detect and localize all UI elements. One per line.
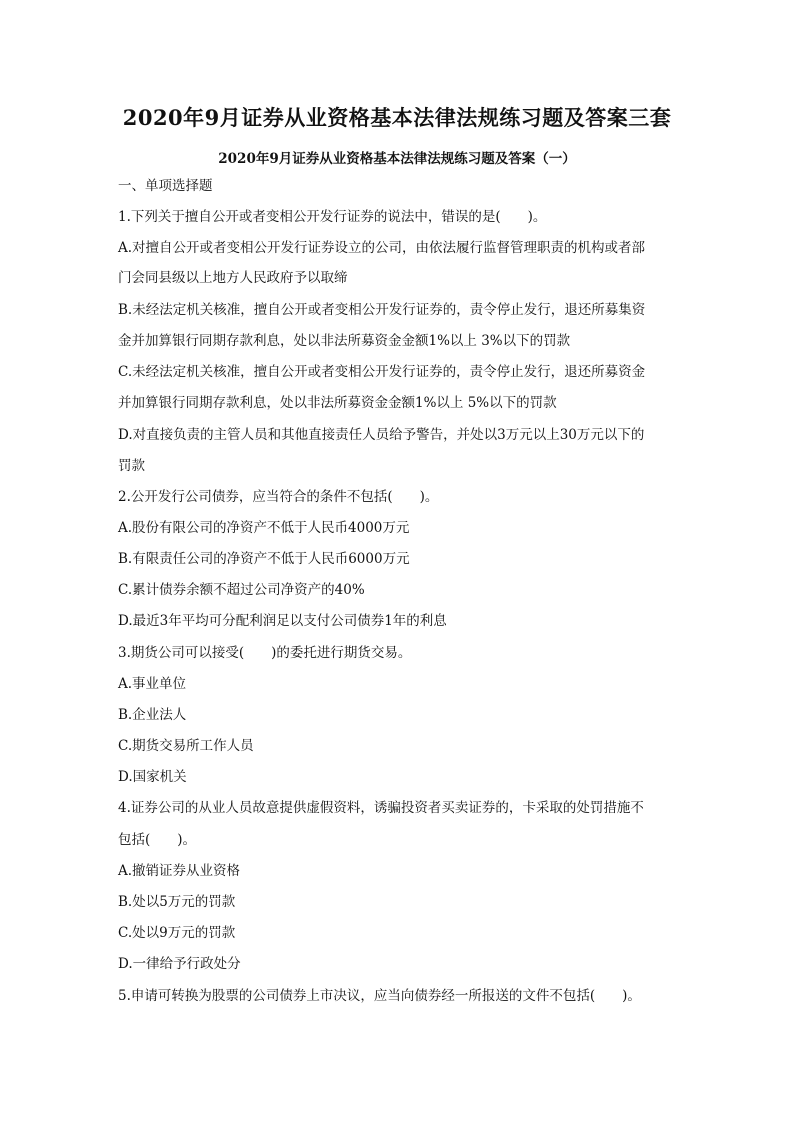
question-3-option-d: D.国家机关 [118,769,187,785]
question-1-option-d: D.对直接负责的主管人员和其他直接责任人员给予警告，并处以3万元以上30万元以下的 [118,427,645,443]
question-2: 2.公开发行公司债券，应当符合的条件不包括( )。 [118,489,439,505]
question-4: 4.证券公司的从业人员故意提供虚假资料，诱骗投资者买卖证券的，卡采取的处罚措施不 [118,800,644,816]
question-2-option-c: C.累计债券余额不超过公司净资产的40% [118,582,365,598]
question-4-option-c: C.处以9万元的罚款 [118,925,236,941]
question-3-option-c: C.期货交易所工作人员 [118,738,254,754]
question-2-option-d: D.最近3年平均可分配利润足以支付公司债券1年的利息 [118,613,447,629]
question-2-option-a: A.股份有限公司的净资产不低于人民币4000万元 [118,520,410,536]
question-1-option-d-cont: 罚款 [118,458,145,474]
question-1-option-a-cont: 门会同县级以上地方人民政府予以取缔 [118,270,348,286]
question-1-option-b: B.未经法定机关核准，擅自公开或者变相公开发行证券的，责令停止发行，退还所募集资 [118,302,646,318]
question-4-option-b: B.处以5万元的罚款 [118,894,236,910]
question-4-cont: 包括( )。 [118,832,197,848]
question-1-option-c: C.未经法定机关核准，擅自公开或者变相公开发行证券的，责令停止发行，退还所募资金 [118,364,646,380]
question-3-option-a: A.事业单位 [118,676,187,692]
question-1-option-c-cont: 并加算银行同期存款利息，处以非法所募资金金额1%以上 5%以下的罚款 [118,395,557,411]
question-1: 1.下列关于擅自公开或者变相公开发行证券的说法中，错误的是( )。 [118,209,547,225]
question-5: 5.申请可转换为股票的公司债券上市决议，应当向债券经一所报送的文件不包括( )。 [118,988,641,1004]
section-heading: 一、单项选择题 [118,178,213,194]
question-4-option-d: D.一律给予行政处分 [118,956,241,972]
question-1-option-a: A.对擅自公开或者变相公开发行证券设立的公司，由依法履行监督管理职责的机构或者部 [118,240,646,256]
question-4-option-a: A.撤销证券从业资格 [118,863,241,879]
question-3: 3.期货公司可以接受( )的委托进行期货交易。 [118,645,412,661]
question-2-option-b: B.有限责任公司的净资产不低于人民币6000万元 [118,551,410,567]
document-subtitle: 2020年9月证券从业资格基本法律法规练习题及答案（一） [218,151,576,167]
question-1-option-b-cont: 金并加算银行同期存款利息，处以非法所募资金金额1%以上 3%以下的罚款 [118,333,571,349]
document-title: 2020年9月证券从业资格基本法律法规练习题及答案三套 [122,105,672,130]
question-3-option-b: B.企业法人 [118,707,187,723]
